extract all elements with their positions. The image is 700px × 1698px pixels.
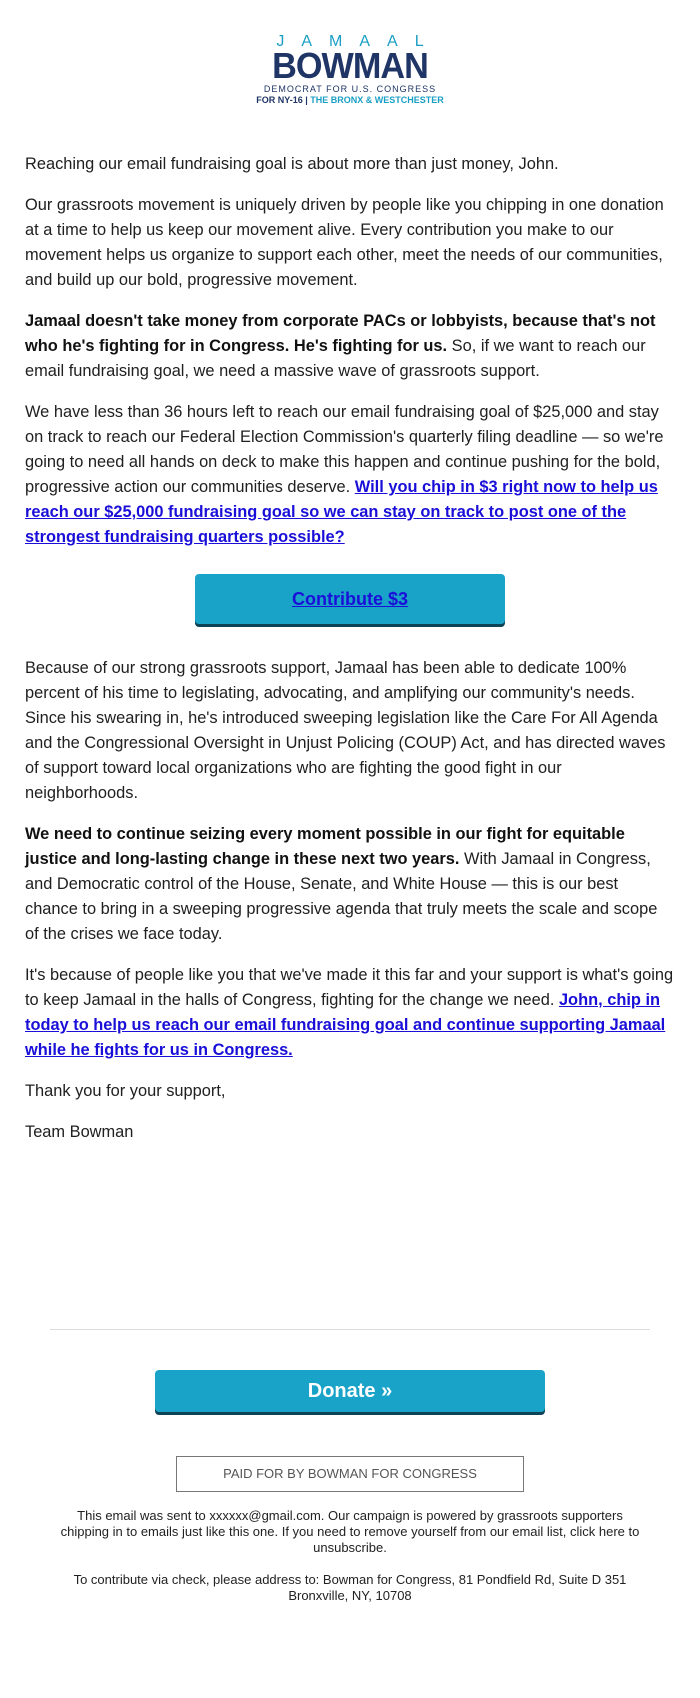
no-pac-rest: So, if we want to reach our email fundraising goal, we need a massive wave of grassroots support. <box>25 337 646 380</box>
logo-district <box>0 94 700 106</box>
paragraph-record: Because of our strong grassroots support, Jamaal has been able to dedicate 100% percent of his time to legislating, advocating, and amplifying our community's needs. Since his swearing in, he's introduced sweeping legislation like the Care For All Agenda and the Congressional Oversight in Unjust Policing (COUP) Act, and has directed waves of support toward local organizations who are fighting the good fight in our neighborhoods. <box>25 659 666 802</box>
spacer <box>0 1161 700 1329</box>
footer-divider <box>50 1329 650 1330</box>
logo-last-name: BOWMAN <box>272 45 428 86</box>
footer-sent-notice[interactable]: This email was sent to xxxxxx@gmail.com. Our campaign is powered by grassroots supporters chipping in to emails just like this one. If you need to remove yourself from our email list, click here to unsubscribe. <box>60 1508 640 1555</box>
paid-for-wrap <box>0 1456 700 1492</box>
people-text: It's because of people like you that we've made it this far and your support is what's going to keep Jamaal in the halls of Congress, fighting for the change we need. <box>25 966 674 1009</box>
logo-district-separator: | <box>302 95 311 105</box>
email-body <box>0 112 700 1145</box>
email-footer <box>0 1492 700 1604</box>
chip-in-link[interactable]: Will you chip in $3 right now to help us reach our $25,000 fundraising goal so we can stay on track to post one of the strongest fundraising quarters possible? <box>25 478 658 546</box>
campaign-logo[interactable] <box>0 0 700 112</box>
momentum-rest: With Jamaal in Congress, and Democratic control of the House, Senate, and White House — this is our best chance to bring in a sweeping progressive agenda that truly meets the scale and scope of the crises we face today. <box>25 850 658 943</box>
paragraph-thanks-people <box>25 963 675 1063</box>
paragraph-intro: Reaching our email fundraising goal is about more than just money, John. <box>25 155 559 173</box>
paid-for-box: PAID FOR BY BOWMAN FOR CONGRESS <box>176 1456 524 1492</box>
paragraph-momentum <box>25 822 675 947</box>
no-pac-bold: Jamaal doesn't take money from corporate PACs or lobbyists, because that's not who he's fighting for in Congress. He's fighting for us. <box>25 312 656 355</box>
logo-district-area: THE BRONX & WESTCHESTER <box>310 95 444 105</box>
logo-district-number: FOR NY-16 <box>256 95 303 105</box>
paragraph-no-pac <box>25 309 675 384</box>
momentum-bold: We need to continue seizing every moment possible in our fight for equitable justice and long-lasting change in these next two years. <box>25 825 625 868</box>
logo-first-name: JAMAAL <box>276 33 441 50</box>
paragraph-deadline <box>25 400 675 550</box>
contribute-button-wrap <box>25 574 675 624</box>
donate-button[interactable]: Donate » <box>155 1370 545 1412</box>
paragraph-signature: Team Bowman <box>25 1123 134 1141</box>
logo-subtitle: DEMOCRAT FOR U.S. CONGRESS <box>263 84 437 94</box>
contribute-button[interactable]: Contribute $3 <box>195 574 505 624</box>
paragraph-grassroots: Our grassroots movement is uniquely driven by people like you chipping in one donation at a time to help us keep our movement alive. Every contribution you make to our movement helps us organize to support each other, meet the needs of our communities, and build up our bold, progressive movement. <box>25 196 664 289</box>
paragraph-signoff: Thank you for your support, <box>25 1082 226 1100</box>
chip-in-today-link[interactable]: John, chip in today to help us reach our email fundraising goal and continue supporting Jamaal while he fights for us in Congress. <box>25 991 666 1059</box>
footer-check-address: To contribute via check, please address to: Bowman for Congress, 81 Pondfield Rd, Suite D 351 Bronxville, NY, 10708 <box>73 1572 627 1603</box>
deadline-text: We have less than 36 hours left to reach our email fundraising goal of $25,000 and stay on track to reach our Federal Election Commission's quarterly filing deadline — so we're going to need all hands on deck to make this happen and continue pushing for the bold, progressive action our communities deserve. <box>25 403 664 496</box>
donate-button-wrap <box>0 1370 700 1412</box>
